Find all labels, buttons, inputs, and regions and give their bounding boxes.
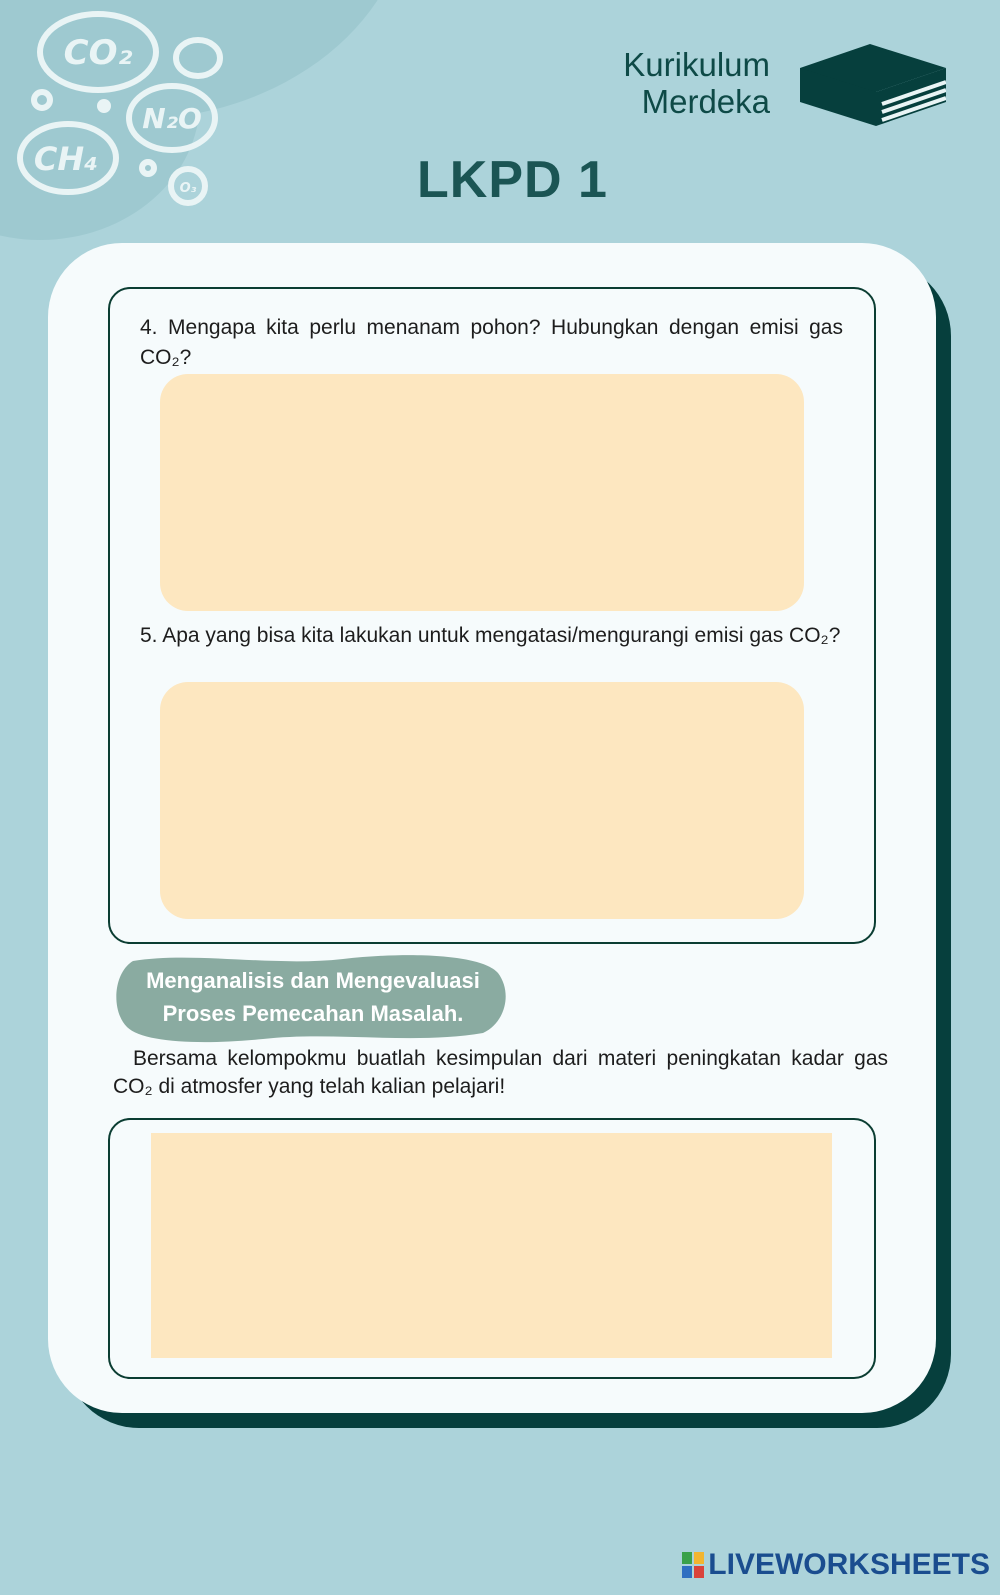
curriculum-brand xyxy=(623,46,770,120)
answer-box-4[interactable] xyxy=(160,374,804,611)
question-5: 5. Apa yang bisa kita lakukan untuk mengatasi/mengurangi emisi gas CO₂? xyxy=(140,624,841,647)
conclusion-instruction-text: Bersama kelompokmu buatlah kesimpulan dari materi peningkatan kadar gas CO₂ di atmosfer yang telah kalian pelajari! xyxy=(113,1047,888,1098)
section-heading xyxy=(113,964,513,1030)
conclusion-answer-box[interactable] xyxy=(151,1133,832,1358)
liveworksheets-wordmark: LIVEWORKSHEETS xyxy=(708,1548,990,1581)
brand-line-1: Kurikulum xyxy=(623,46,770,83)
ch4-molecule-label: CH₄ xyxy=(33,140,99,178)
section-heading-line-1: Menganalisis dan Mengevaluasi xyxy=(146,968,480,993)
answer-box-5[interactable] xyxy=(160,682,804,919)
n2o-molecule-label: N₂O xyxy=(142,102,202,135)
liveworksheets-icon xyxy=(682,1552,704,1578)
brand-line-2: Merdeka xyxy=(641,83,770,120)
book-icon xyxy=(800,44,946,126)
conclusion-instruction xyxy=(113,1045,888,1101)
co2-molecule-label: CO₂ xyxy=(63,33,133,73)
section-heading-line-2: Proses Pemecahan Masalah. xyxy=(162,1001,464,1026)
page-title: LKPD 1 xyxy=(417,151,608,209)
liveworksheets-logo[interactable] xyxy=(682,1548,990,1582)
o3-molecule-label: O₃ xyxy=(179,181,197,196)
question-4: 4. Mengapa kita perlu menanam pohon? Hubungkan dengan emisi gas CO₂? xyxy=(140,316,843,369)
